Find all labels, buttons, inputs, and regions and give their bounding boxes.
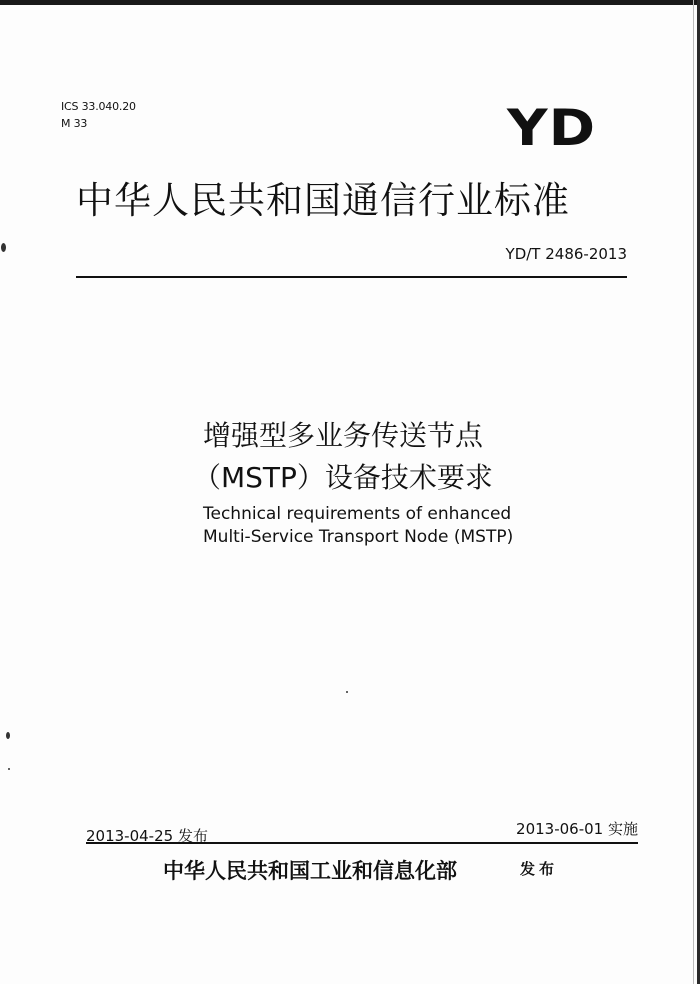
header-rule <box>76 276 627 278</box>
scan-speck <box>8 768 10 770</box>
scan-speck <box>1 243 6 252</box>
scan-speck <box>346 691 348 693</box>
issuer-action: 发布 <box>520 860 559 878</box>
ics-block <box>61 98 136 132</box>
title-en-line1: Technical requirements of enhanced <box>203 504 512 524</box>
footer-rule <box>86 842 638 844</box>
yd-logo: YD <box>507 99 597 157</box>
scan-edge-top <box>0 0 700 5</box>
title-cn-line1: 增强型多业务传送节点 <box>203 419 484 452</box>
classification-code: M 33 <box>61 117 88 130</box>
title-en-line2: Multi-Service Transport Node (MSTP) <box>203 527 514 547</box>
scan-speck <box>6 732 10 739</box>
scan-edge-line <box>693 0 694 984</box>
title-cn-line2: （MSTP）设备技术要求 <box>193 461 493 494</box>
effective-date: 2013-06-01 实施 <box>516 820 638 838</box>
document-title-en <box>203 503 513 549</box>
publish-date: 2013-04-25 发布 <box>86 827 208 845</box>
ics-code: ICS 33.040.20 <box>61 100 136 113</box>
document-title-cn <box>193 415 493 499</box>
standard-code: YD/T 2486-2013 <box>505 245 627 263</box>
issuer-name: 中华人民共和国工业和信息化部 <box>163 858 457 883</box>
standard-title: 中华人民共和国通信行业标准 <box>76 179 570 222</box>
